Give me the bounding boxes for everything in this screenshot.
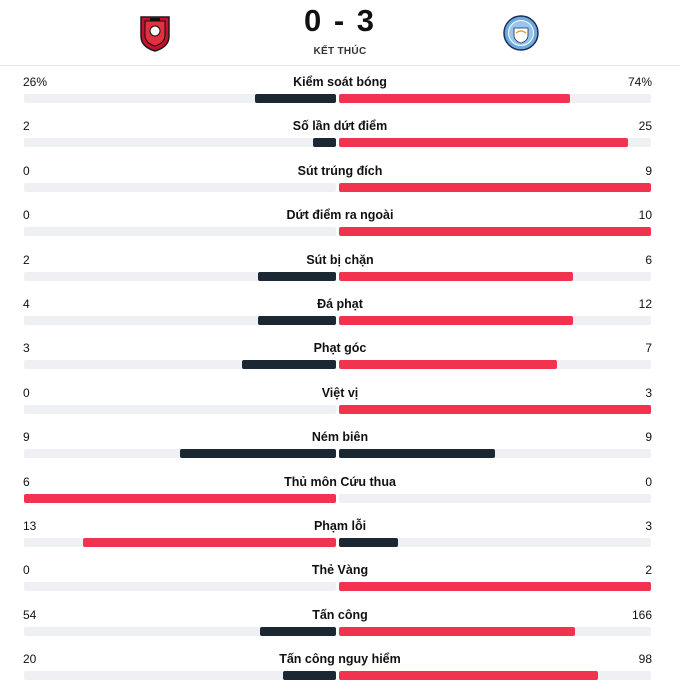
stat-row: [0, 651, 680, 695]
stat-row: [0, 518, 680, 562]
stat-home-bar: [24, 494, 336, 503]
stat-home-value: 54: [23, 607, 37, 622]
stat-home-value: 4: [23, 296, 30, 311]
stat-row: [0, 118, 680, 162]
stat-away-value: 74%: [627, 75, 652, 89]
stat-away-bar: [339, 449, 495, 458]
stat-home-value: 3: [23, 341, 30, 356]
stat-away-track: [339, 94, 651, 103]
stat-away-track: [339, 671, 651, 680]
stat-row: [0, 252, 680, 296]
stat-away-track: [339, 272, 651, 281]
stat-home-track: [24, 671, 336, 680]
stat-label: Sút trúng đích: [297, 163, 383, 178]
stat-row: [0, 163, 680, 207]
stat-home-track: [24, 94, 336, 103]
stat-away-track: [339, 582, 651, 591]
stat-row: [0, 340, 680, 384]
stat-home-value: 6: [23, 474, 30, 489]
stat-row: [0, 385, 680, 429]
stat-away-value: 12: [638, 296, 652, 311]
stat-away-bar: [339, 582, 651, 591]
stat-home-track: [24, 449, 336, 458]
stat-home-value: 26%: [23, 75, 48, 89]
stat-row: [0, 562, 680, 606]
stat-home-value: 2: [23, 119, 30, 134]
stat-away-track: [339, 316, 651, 325]
stat-home-track: [24, 538, 336, 547]
stat-home-value: 20: [23, 652, 37, 667]
stat-home-bar: [255, 94, 336, 103]
stat-away-bar: [339, 538, 398, 547]
stat-home-value: 0: [23, 385, 30, 400]
stat-home-bar: [242, 360, 336, 369]
stat-away-bar: [339, 316, 573, 325]
stat-label: Việt vị: [321, 385, 359, 400]
stat-row: [0, 74, 680, 118]
stat-row: [0, 474, 680, 518]
stat-label: Sút bị chặn: [306, 252, 374, 267]
stat-home-track: [24, 405, 336, 414]
stat-home-value: 0: [23, 163, 30, 178]
stat-home-track: [24, 627, 336, 636]
score-separator: -: [333, 3, 347, 38]
stat-label: Thủ môn Cứu thua: [284, 474, 396, 489]
stat-home-track: [24, 138, 336, 147]
stat-away-track: [339, 360, 651, 369]
stat-away-bar: [339, 138, 628, 147]
stat-home-bar: [313, 138, 336, 147]
stat-label: Kiểm soát bóng: [293, 75, 387, 89]
stat-row: [0, 296, 680, 340]
stat-home-track: [24, 360, 336, 369]
stat-away-bar: [339, 360, 557, 369]
stats-list: [0, 74, 680, 695]
stat-away-track: [339, 405, 651, 414]
match-header: [0, 0, 680, 66]
stat-home-track: [24, 227, 336, 236]
stat-home-bar: [180, 449, 336, 458]
stat-label: Tấn công nguy hiểm: [279, 652, 401, 667]
stat-away-value: 9: [645, 163, 652, 178]
stat-home-bar: [260, 627, 336, 636]
stat-home-track: [24, 183, 336, 192]
stat-home-bar: [258, 316, 336, 325]
stat-away-value: 6: [645, 252, 652, 267]
stat-row: [0, 207, 680, 251]
stat-label: Ném biên: [311, 430, 369, 445]
stat-label: Phạm lỗi: [313, 518, 367, 533]
stat-away-value: 7: [645, 341, 652, 356]
stat-away-value: 166: [631, 607, 652, 622]
stat-away-value: 3: [645, 385, 652, 400]
stat-label: Đá phạt: [317, 296, 363, 311]
stat-label: Dứt điểm ra ngoài: [286, 208, 394, 223]
stat-away-track: [339, 183, 651, 192]
stat-away-bar: [339, 671, 598, 680]
stat-away-value: 0: [645, 474, 652, 489]
stat-away-track: [339, 494, 651, 503]
header-divider: [0, 65, 680, 66]
stat-away-bar: [339, 627, 575, 636]
stat-home-track: [24, 272, 336, 281]
stat-home-value: 2: [23, 252, 30, 267]
score: [0, 3, 680, 39]
stat-home-value: 0: [23, 563, 30, 578]
stat-away-bar: [339, 183, 651, 192]
stat-away-value: 3: [645, 518, 652, 533]
stat-home-value: 9: [23, 430, 30, 445]
stat-home-bar: [283, 671, 336, 680]
stat-away-track: [339, 449, 651, 458]
stat-home-track: [24, 494, 336, 503]
stat-away-track: [339, 538, 651, 547]
stat-away-value: 9: [645, 430, 652, 445]
stat-away-track: [339, 138, 651, 147]
stat-away-bar: [339, 405, 651, 414]
stat-home-value: 13: [23, 518, 37, 533]
stat-home-value: 0: [23, 208, 30, 223]
stat-away-value: 2: [645, 563, 652, 578]
stat-row: [0, 607, 680, 651]
home-score: 0: [303, 3, 324, 38]
stat-home-track: [24, 582, 336, 591]
manchester-city-crest-icon[interactable]: [503, 15, 539, 51]
stat-row: [0, 429, 680, 473]
stat-label: Số lần dứt điểm: [292, 119, 388, 134]
match-status: KẾT THÚC: [313, 46, 367, 57]
stat-label: Thẻ Vàng: [311, 563, 369, 578]
stat-away-bar: [339, 227, 651, 236]
stat-away-bar: [339, 272, 573, 281]
stat-away-track: [339, 227, 651, 236]
stat-label: Phạt góc: [313, 341, 367, 356]
stat-home-bar: [258, 272, 336, 281]
stat-away-value: 25: [638, 119, 652, 134]
stat-away-track: [339, 627, 651, 636]
stat-away-value: 10: [638, 208, 652, 223]
stat-home-bar: [83, 538, 336, 547]
away-score: 3: [356, 3, 377, 38]
stat-away-value: 98: [638, 652, 652, 667]
stat-label: Tấn công: [312, 607, 368, 622]
stat-home-track: [24, 316, 336, 325]
stat-away-bar: [339, 94, 570, 103]
